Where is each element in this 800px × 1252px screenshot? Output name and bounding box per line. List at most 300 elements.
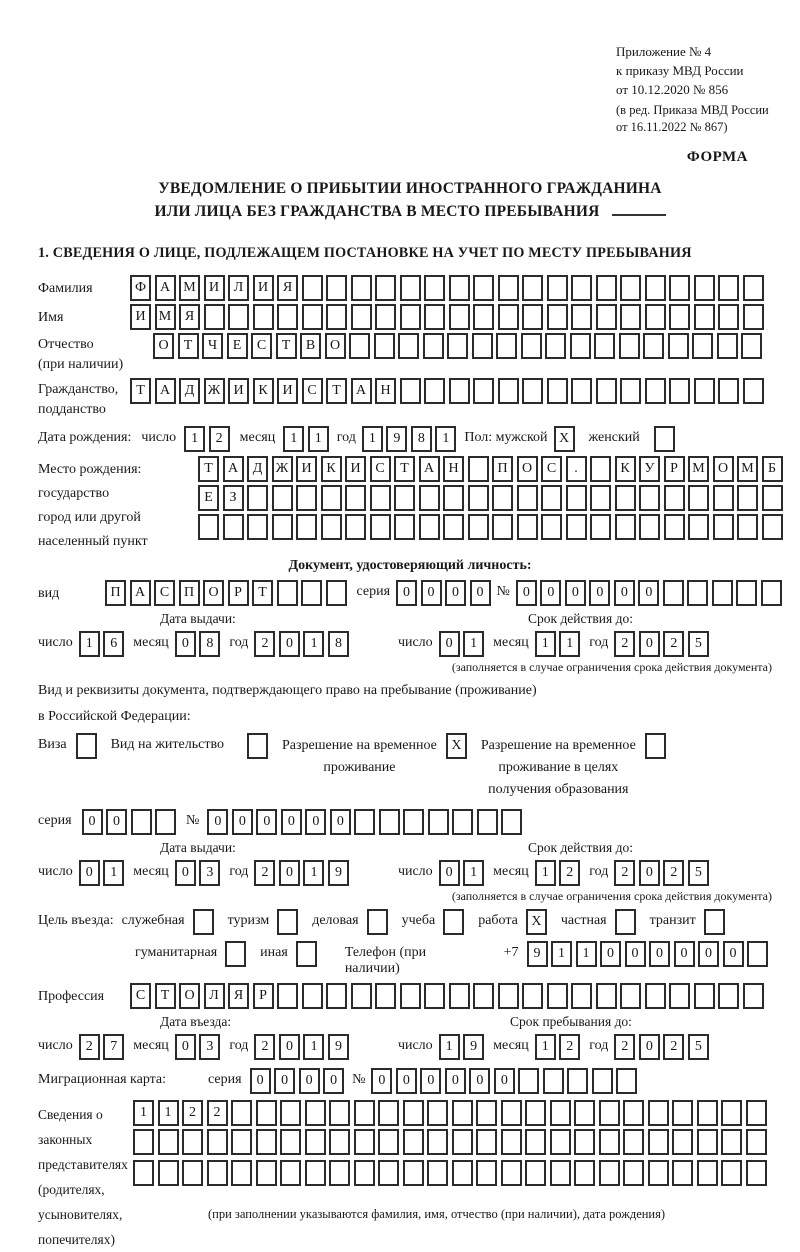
char-box [468,485,489,511]
char-box [501,1160,522,1186]
char-box: А [130,580,151,606]
sex-male-checkbox [554,426,575,452]
purpose-business-checkbox [193,909,214,935]
purpose-work-checkbox [526,909,547,935]
char-box: С [251,333,272,359]
char-box: О [153,333,174,359]
char-box: 2 [614,631,635,657]
char-box [620,275,641,301]
char-box: М [737,456,758,482]
char-box: 1 [576,941,597,967]
phone-label: Телефон (при наличии) [344,945,427,976]
char-box [198,514,219,540]
residence-valid-date: число 0 1 месяц 1 2 год 2 0 2 5 [398,860,718,886]
appendix-line: от 10.12.2020 № 856 [616,82,729,97]
char-box [447,333,468,359]
identity-validity-note: (заполняется в случае ограничения срока действия документа) [451,660,772,674]
char-box: 0 [565,580,586,606]
residence-valid-day-boxes [439,860,485,886]
char-box [590,485,611,511]
char-box [721,1160,742,1186]
char-box: 1 [303,860,324,886]
char-box [570,333,591,359]
residence-issue-header: Дата выдачи: [160,840,236,855]
char-box: 1 [463,860,484,886]
char-box [623,1100,644,1126]
char-box [394,485,415,511]
char-box [231,1129,252,1155]
form-title-line1: УВЕДОМЛЕНИЕ О ПРИБЫТИИ ИНОСТРАННОГО ГРАЖДАНИНА [158,180,662,197]
char-box: Ф [130,275,151,301]
char-box [370,485,391,511]
char-box: 2 [254,860,275,886]
char-box [472,333,493,359]
char-box: 1 [79,631,100,657]
representatives-label: Сведения о законных представителях (родителях, усыновителях, попечителях) [38,1107,128,1247]
char-box: К [321,456,342,482]
char-box [687,580,708,606]
char-box [272,514,293,540]
char-box [424,378,445,404]
char-box [550,1100,571,1126]
char-box [477,809,498,835]
phone-boxes [527,941,769,967]
char-box [639,485,660,511]
char-box: 1 [535,631,556,657]
char-box: 1 [535,860,556,886]
char-box: 5 [688,860,709,886]
char-box: 9 [386,426,407,452]
char-box [596,983,617,1009]
char-box [133,1129,154,1155]
char-box [400,378,421,404]
residence-options-row [38,733,782,801]
char-box: 0 [396,1068,417,1094]
residence-issue-date: число 0 1 месяц 0 3 год 2 0 1 9 [38,860,358,886]
char-box [228,304,249,330]
char-box [473,275,494,301]
char-box: 0 [279,1034,300,1060]
char-box [375,275,396,301]
char-box: 1 [133,1100,154,1126]
char-box [762,514,783,540]
char-box [688,514,709,540]
purpose-private-checkbox [615,909,636,935]
identity-issue-month-boxes [175,631,221,657]
char-box [354,1129,375,1155]
char-box [571,378,592,404]
char-box [620,378,641,404]
char-box [694,378,715,404]
form-label: ФОРМА [686,149,748,165]
option-temp-permit: Разрешение на временное проживание X [282,733,467,779]
char-box: А [351,378,372,404]
char-box [596,304,617,330]
name-label: Имя [38,310,64,325]
purpose-tourism-checkbox [277,909,298,935]
char-box [452,1129,473,1155]
birthplace-row2-boxes [198,485,783,511]
char-box: 2 [614,860,635,886]
char-box: А [419,456,440,482]
char-box [672,1160,693,1186]
char-box: 2 [559,1034,580,1060]
char-box: 0 [421,580,442,606]
birthplace-boxes [198,456,783,545]
char-box [525,1160,546,1186]
representatives-boxes [133,1100,767,1222]
char-box: 5 [688,1034,709,1060]
char-box: И [228,378,249,404]
char-box: X [526,909,547,935]
identity-number-label: № [496,584,510,599]
char-box: 0 [469,1068,490,1094]
char-box [721,1100,742,1126]
char-box [669,275,690,301]
char-box [672,1100,693,1126]
surname-row [38,275,782,301]
char-box [449,275,470,301]
birthplace-row1-boxes [198,456,783,482]
identity-valid-year-boxes [614,631,709,657]
option-visa: Виза [38,733,97,759]
char-box: И [345,456,366,482]
char-box: 5 [688,631,709,657]
char-box: Л [228,275,249,301]
char-box [688,485,709,511]
char-box [351,275,372,301]
char-box [354,1160,375,1186]
char-box [525,1129,546,1155]
residence-valid-year-boxes [614,860,709,886]
char-box: 1 [308,426,329,452]
char-box: 1 [184,426,205,452]
patronymic-label: Отчество (при наличии) [38,337,124,372]
birthdate-label: Дата рождения: [38,430,132,445]
char-box [296,941,317,967]
char-box: 0 [445,580,466,606]
char-box [692,333,713,359]
representatives-row [38,1100,782,1252]
char-box [664,514,685,540]
char-box: К [253,378,274,404]
char-box [423,333,444,359]
char-box: О [713,456,734,482]
char-box [452,1160,473,1186]
char-box [277,580,298,606]
char-box: 0 [600,941,621,967]
char-box: Т [198,456,219,482]
char-box [280,1100,301,1126]
char-box: И [296,456,317,482]
purpose-transit-checkbox [704,909,725,935]
residence-valid-month-boxes [535,860,581,886]
char-box [743,378,764,404]
char-box [737,514,758,540]
identity-kind-row [38,580,782,606]
char-box [620,304,641,330]
char-box [498,304,519,330]
purpose-row1: Цель въезда: служебная туризм деловая учеба работа X частная транзит [38,909,782,935]
char-box: Т [178,333,199,359]
residence-series-label: серия [38,813,72,828]
appendix-block [616,42,782,99]
char-box [518,1068,539,1094]
char-box: 0 [305,809,326,835]
identity-date-headers [38,611,782,629]
char-box [550,1160,571,1186]
char-box: 0 [639,631,660,657]
char-box: Р [228,580,249,606]
purpose-label: Цель въезда: [38,913,114,928]
residence-intro-line1: Вид и реквизиты документа, подтверждающего право на пребывание (проживание) [38,683,537,698]
char-box: 9 [328,860,349,886]
char-box [427,1160,448,1186]
char-box: 0 [540,580,561,606]
char-box [427,1100,448,1126]
identity-kind-label: вид [38,586,60,601]
char-box [615,485,636,511]
char-box [747,941,768,967]
residence-issue-day-boxes [79,860,125,886]
char-box [449,378,470,404]
char-box: 0 [207,809,228,835]
identity-kind-boxes [105,580,347,606]
char-box [697,1160,718,1186]
char-box [449,304,470,330]
char-box [571,275,592,301]
purpose-other-checkbox [296,941,317,967]
char-box [305,1160,326,1186]
char-box: Е [227,333,248,359]
representatives-note: (при заполнении указываются фамилия, имя, отчество (при наличии), дата рождения) [208,1207,666,1221]
birth-year-boxes [362,426,457,452]
char-box: И [253,275,274,301]
char-box [616,1068,637,1094]
identity-issue-header: Дата выдачи: [160,611,236,626]
representatives-row1-boxes [133,1100,767,1126]
char-box [594,333,615,359]
char-box [345,485,366,511]
char-box [762,485,783,511]
residence-issue-year-boxes [254,860,349,886]
birthplace-row [38,456,782,554]
char-box: 0 [639,860,660,886]
char-box [664,485,685,511]
char-box: 1 [362,426,383,452]
char-box [668,333,689,359]
char-box [400,275,421,301]
char-box [182,1160,203,1186]
char-box [547,983,568,1009]
form-title-line2: ИЛИ ЛИЦА БЕЗ ГРАЖДАНСТВА В МЕСТО ПРЕБЫВАНИЯ [154,203,600,220]
char-box: 0 [175,860,196,886]
char-box: 0 [274,1068,295,1094]
char-box: А [155,275,176,301]
char-box: 8 [199,631,220,657]
char-box: Р [664,456,685,482]
name-row [38,304,782,330]
char-box: 0 [79,860,100,886]
entry-date-header: Дата въезда: [160,1014,232,1029]
char-box: Н [443,456,464,482]
char-box [645,304,666,330]
char-box [746,1160,767,1186]
char-box [354,1100,375,1126]
char-box: 0 [589,580,610,606]
char-box [473,304,494,330]
char-box [567,1068,588,1094]
char-box [321,514,342,540]
char-box: 7 [103,1034,124,1060]
char-box [452,809,473,835]
char-box [225,941,246,967]
char-box: С [154,580,175,606]
char-box: С [370,456,391,482]
char-box: О [325,333,346,359]
char-box [669,304,690,330]
char-box [571,983,592,1009]
char-box: X [446,733,467,759]
purpose-humanitarian-checkbox [225,941,246,967]
month-label: месяц [239,430,276,445]
char-box: 1 [535,1034,556,1060]
appendix-line: к приказу МВД России [616,63,744,78]
birth-month-boxes [283,426,329,452]
residence-intro-line2: в Российской Федерации: [38,709,191,724]
char-box [743,304,764,330]
char-box [302,304,323,330]
char-box [473,983,494,1009]
char-box: 0 [299,1068,320,1094]
char-box: 2 [254,1034,275,1060]
char-box: 0 [420,1068,441,1094]
char-box [329,1160,350,1186]
char-box: М [688,456,709,482]
char-box [517,514,538,540]
char-box: 0 [106,809,127,835]
char-box [468,514,489,540]
char-box [256,1160,277,1186]
char-box [398,333,419,359]
char-box: 6 [103,631,124,657]
char-box [620,983,641,1009]
option-edu-permit: Разрешение на временное проживание в целях получения образования [481,733,666,801]
char-box [498,378,519,404]
char-box [296,485,317,511]
char-box [566,514,587,540]
year-label: год [336,430,356,445]
migration-card-label: Миграционная карта: [38,1072,167,1087]
char-box [550,1129,571,1155]
identity-valid-date: число 0 1 месяц 1 1 год 2 0 2 5 [398,631,718,657]
char-box [424,275,445,301]
residence-dates-row [38,860,782,886]
char-box [277,304,298,330]
residence-date-headers [38,840,782,858]
migration-number-boxes [371,1068,637,1094]
char-box [207,1160,228,1186]
char-box [517,485,538,511]
char-box [378,1160,399,1186]
entry-date: число 2 7 месяц 0 3 год 2 0 1 9 [38,1034,358,1060]
char-box [704,909,725,935]
char-box [247,514,268,540]
char-box [158,1129,179,1155]
citizenship-label: Гражданство, подданство [38,382,119,417]
char-box: 0 [396,580,417,606]
char-box: 1 [551,941,572,967]
char-box [351,304,372,330]
char-box [329,1100,350,1126]
char-box: П [492,456,513,482]
citizenship-row [38,378,782,420]
char-box: 0 [674,941,695,967]
stay-day-boxes [439,1034,485,1060]
char-box [428,809,449,835]
title-blank-line [612,204,666,216]
migration-series-boxes [250,1068,345,1094]
stay-until-date: число 1 9 месяц 1 2 год 2 0 2 5 [398,1034,718,1060]
char-box: Т [394,456,415,482]
residence-validity-note: (заполняется в случае ограничения срока действия документа) [451,889,772,903]
char-box [349,333,370,359]
char-box: М [179,275,200,301]
char-box [663,580,684,606]
char-box: 1 [158,1100,179,1126]
char-box [443,514,464,540]
char-box: Д [179,378,200,404]
entry-year-boxes [254,1034,349,1060]
char-box [379,809,400,835]
char-box [761,580,782,606]
profession-label: Профессия [38,989,105,1004]
profession-row [38,983,782,1009]
char-box [717,333,738,359]
char-box [403,1129,424,1155]
char-box: У [639,456,660,482]
char-box: Р [253,983,274,1009]
char-box [76,733,97,759]
char-box: Н [375,378,396,404]
stay-month-boxes [535,1034,581,1060]
identity-issue-year-boxes [254,631,349,657]
char-box [496,333,517,359]
birthplace-row3-boxes [198,514,783,540]
char-box: 1 [303,631,324,657]
char-box [522,983,543,1009]
char-box [599,1100,620,1126]
char-box: Я [179,304,200,330]
char-box [476,1160,497,1186]
representatives-row3-boxes [133,1160,767,1186]
char-box [590,456,611,482]
sex-female-label: женский [588,430,640,445]
char-box [697,1129,718,1155]
char-box: 2 [663,860,684,886]
char-box [746,1129,767,1155]
temp-permit-checkbox [446,733,467,759]
char-box: П [105,580,126,606]
citizenship-boxes [130,378,764,404]
char-box [305,1129,326,1155]
char-box: 0 [516,580,537,606]
char-box: 1 [439,1034,460,1060]
identity-number-boxes [516,580,782,606]
char-box [374,333,395,359]
char-box [193,909,214,935]
birthplace-label: Место рождения: государство город или другой населенный пункт [38,462,148,549]
